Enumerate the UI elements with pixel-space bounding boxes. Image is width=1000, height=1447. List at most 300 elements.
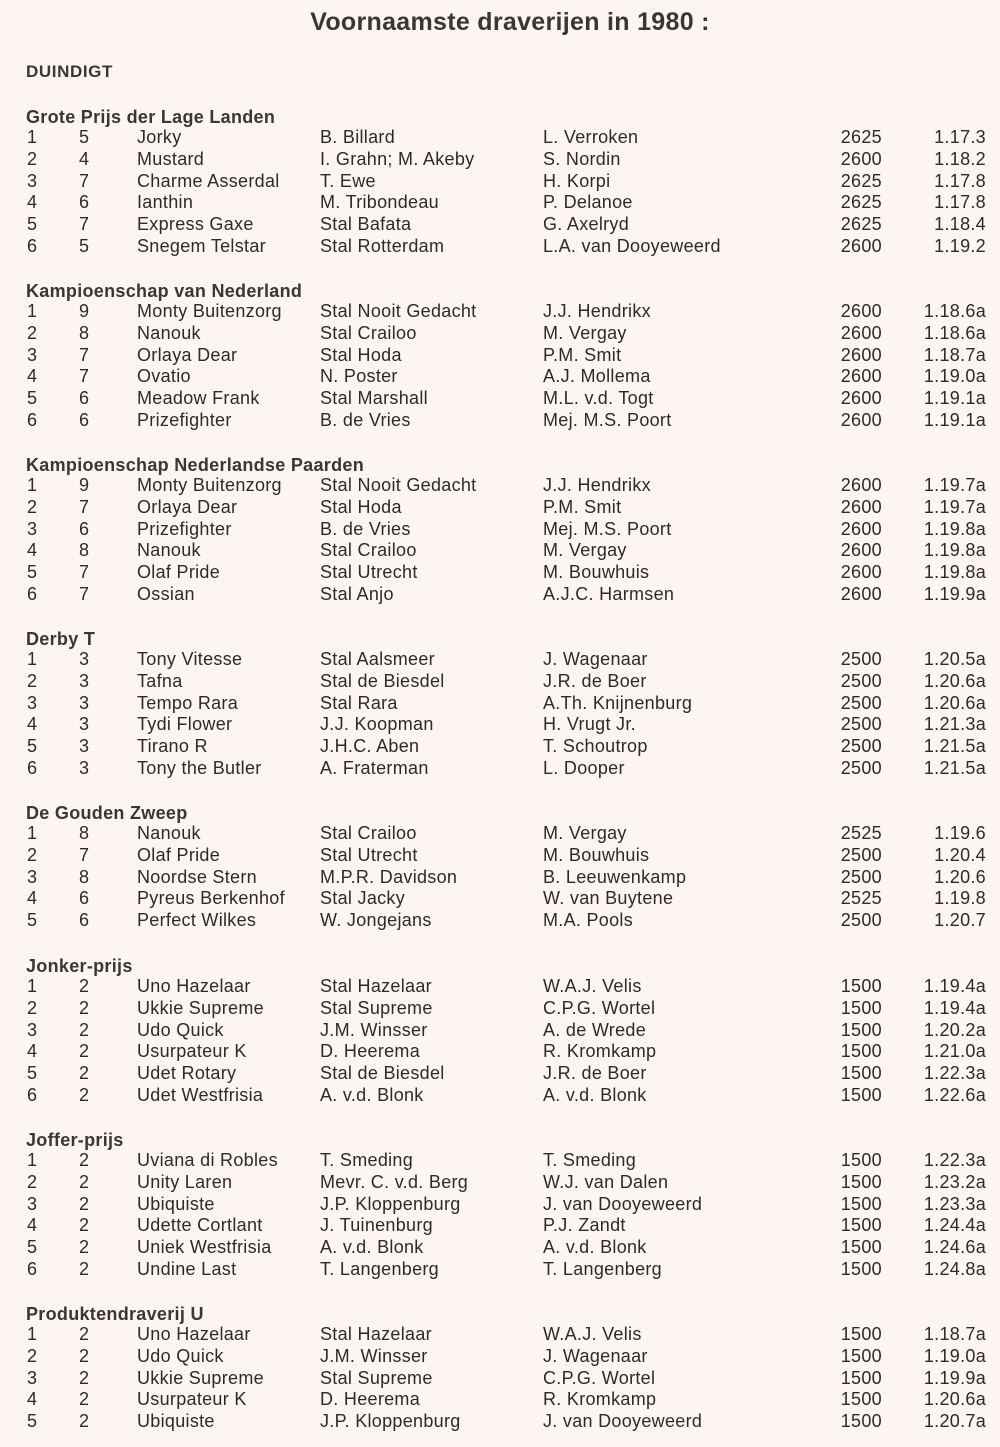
position-cell: 4: [27, 714, 38, 735]
owner-cell: J.M. Winsser: [320, 1019, 428, 1040]
distance-cell: 2525: [840, 888, 882, 909]
distance-cell: 2625: [840, 214, 882, 235]
result-row: [0, 1367, 1000, 1389]
distance-cell: 2625: [840, 170, 882, 191]
time-cell: 1.22.6a: [923, 1085, 986, 1105]
distance-cell: 1500: [840, 997, 882, 1018]
distance-cell: 1500: [840, 1367, 882, 1388]
result-row: [0, 387, 1000, 409]
horse-name-cell: Orlaya Dear: [137, 496, 238, 517]
horse-name-cell: Olaf Pride: [137, 562, 221, 583]
owner-cell: A. v.d. Blonk: [320, 1237, 424, 1258]
driver-cell: J. van Dooyeweerd: [543, 1411, 703, 1432]
result-row: [0, 170, 1000, 192]
distance-cell: 2600: [840, 366, 882, 387]
horse-name-cell: Prizefighter: [137, 410, 232, 430]
distance-cell: 1500: [840, 1389, 882, 1410]
age-cell: 6: [79, 410, 90, 430]
age-cell: 2: [79, 1041, 90, 1062]
position-cell: 5: [27, 1063, 38, 1084]
distance-cell: 2500: [840, 844, 882, 865]
result-row: [0, 1258, 1000, 1280]
result-row: [0, 822, 1000, 844]
age-cell: 6: [79, 388, 90, 409]
horse-name-cell: Uno Hazelaar: [137, 1324, 251, 1344]
owner-cell: Stal Nooit Gedacht: [320, 475, 477, 495]
horse-name-cell: Charme Asserdal: [137, 170, 280, 191]
owner-cell: Stal Utrecht: [320, 562, 418, 583]
position-cell: 3: [27, 518, 38, 539]
distance-cell: 2600: [840, 475, 882, 495]
horse-name-cell: Ovatio: [137, 366, 191, 387]
horse-name-cell: Tony Vitesse: [137, 649, 243, 669]
distance-cell: 2625: [840, 127, 882, 147]
driver-cell: P. Delanoe: [543, 192, 633, 213]
race-title: Kampioenschap Nederlandse Paarden: [26, 455, 365, 475]
time-cell: 1.19.8a: [923, 540, 986, 561]
horse-name-cell: Uniek Westfrisia: [137, 1237, 272, 1258]
driver-cell: C.P.G. Wortel: [543, 997, 656, 1018]
distance-cell: 2600: [840, 562, 882, 583]
result-row: [0, 1323, 1000, 1345]
owner-cell: D. Heerema: [320, 1389, 421, 1410]
horse-name-cell: Ossian: [137, 584, 195, 604]
distance-cell: 1500: [840, 1085, 882, 1105]
owner-cell: A. v.d. Blonk: [320, 1085, 424, 1105]
owner-cell: Stal Rotterdam: [320, 236, 445, 256]
age-cell: 3: [79, 670, 90, 691]
result-row: [0, 1019, 1000, 1041]
owner-cell: N. Poster: [320, 366, 398, 387]
owner-cell: Stal Supreme: [320, 997, 433, 1018]
distance-cell: 2525: [840, 823, 882, 843]
horse-name-cell: Tirano R: [137, 736, 208, 757]
owner-cell: Stal de Biesdel: [320, 670, 445, 691]
position-cell: 2: [27, 1171, 38, 1192]
distance-cell: 1500: [840, 1237, 882, 1258]
position-cell: 6: [27, 758, 38, 778]
age-cell: 7: [79, 170, 90, 191]
time-cell: 1.18.2: [934, 148, 986, 169]
age-cell: 3: [79, 692, 90, 713]
result-row: [0, 1388, 1000, 1410]
position-cell: 5: [27, 1411, 38, 1432]
age-cell: 6: [79, 518, 90, 539]
result-row: [0, 344, 1000, 366]
position-cell: 1: [27, 301, 38, 321]
horse-name-cell: Udo Quick: [137, 1019, 224, 1040]
age-cell: 7: [79, 844, 90, 865]
owner-cell: M. Tribondeau: [320, 192, 439, 213]
distance-cell: 2600: [840, 518, 882, 539]
page-title: Voornaamste draverijen in 1980 :: [310, 8, 710, 36]
owner-cell: B. Billard: [320, 127, 396, 147]
result-row: [0, 887, 1000, 909]
result-row: [0, 1345, 1000, 1367]
position-cell: 3: [27, 866, 38, 887]
age-cell: 2: [79, 1237, 90, 1258]
driver-cell: B. Leeuwenkamp: [543, 866, 687, 887]
position-cell: 5: [27, 736, 38, 757]
horse-name-cell: Usurpateur K: [137, 1041, 247, 1062]
owner-cell: Stal Jacky: [320, 888, 406, 909]
owner-cell: T. Smeding: [320, 1150, 414, 1170]
horse-name-cell: Perfect Wilkes: [137, 910, 257, 931]
driver-cell: A.J. Mollema: [543, 366, 651, 387]
owner-cell: Stal Supreme: [320, 1367, 433, 1388]
position-cell: 3: [27, 1019, 38, 1040]
distance-cell: 1500: [840, 1345, 882, 1366]
driver-cell: A.J.C. Harmsen: [543, 584, 675, 604]
horse-name-cell: Mustard: [137, 148, 205, 169]
distance-cell: 1500: [840, 1411, 882, 1432]
time-cell: 1.17.3: [934, 127, 986, 147]
horse-name-cell: Nanouk: [137, 540, 201, 561]
distance-cell: 2500: [840, 866, 882, 887]
time-cell: 1.22.3a: [923, 1063, 986, 1084]
result-row: [0, 1062, 1000, 1084]
horse-name-cell: Olaf Pride: [137, 844, 221, 865]
distance-cell: 1500: [840, 1041, 882, 1062]
distance-cell: 1500: [840, 1324, 882, 1344]
position-cell: 1: [27, 649, 38, 669]
driver-cell: T. Smeding: [543, 1150, 637, 1170]
driver-cell: A.Th. Knijnenburg: [543, 692, 693, 713]
age-cell: 8: [79, 540, 90, 561]
owner-cell: B. de Vries: [320, 518, 411, 539]
position-cell: 4: [27, 888, 38, 909]
age-cell: 7: [79, 214, 90, 235]
distance-cell: 1500: [840, 1215, 882, 1236]
horse-name-cell: Tafna: [137, 670, 183, 691]
age-cell: 3: [79, 649, 90, 669]
position-cell: 4: [27, 1215, 38, 1236]
time-cell: 1.17.8: [934, 170, 986, 191]
driver-cell: J.R. de Boer: [543, 670, 647, 691]
time-cell: 1.24.8a: [923, 1259, 986, 1279]
driver-cell: L. Dooper: [543, 758, 625, 778]
time-cell: 1.19.8: [934, 888, 986, 909]
result-row: [0, 409, 1000, 431]
owner-cell: Stal Crailoo: [320, 322, 417, 343]
owner-cell: A. Fraterman: [320, 758, 429, 778]
driver-cell: C.P.G. Wortel: [543, 1367, 656, 1388]
horse-name-cell: Pyreus Berkenhof: [137, 888, 285, 909]
age-cell: 8: [79, 322, 90, 343]
age-cell: 2: [79, 997, 90, 1018]
race-title: Derby T: [26, 629, 96, 649]
race-title: Jonker-prijs: [26, 956, 133, 976]
distance-cell: 2500: [840, 692, 882, 713]
owner-cell: J. Tuinenburg: [320, 1215, 433, 1236]
age-cell: 2: [79, 1411, 90, 1432]
position-cell: 6: [27, 584, 38, 604]
position-cell: 6: [27, 1259, 38, 1279]
result-row: [0, 148, 1000, 170]
time-cell: 1.22.3a: [923, 1150, 986, 1170]
age-cell: 2: [79, 1019, 90, 1040]
horse-name-cell: Udet Westfrisia: [137, 1085, 264, 1105]
result-row: [0, 866, 1000, 888]
horse-name-cell: Tempo Rara: [137, 692, 239, 713]
result-row: [0, 191, 1000, 213]
position-cell: 2: [27, 844, 38, 865]
driver-cell: J.J. Hendrikx: [543, 301, 651, 321]
age-cell: 7: [79, 366, 90, 387]
position-cell: 5: [27, 562, 38, 583]
driver-cell: L. Verroken: [543, 127, 639, 147]
time-cell: 1.19.8a: [923, 562, 986, 583]
time-cell: 1.19.0a: [923, 366, 986, 387]
age-cell: 7: [79, 584, 90, 604]
distance-cell: 2600: [840, 496, 882, 517]
time-cell: 1.19.0a: [923, 1345, 986, 1366]
horse-name-cell: Noordse Stern: [137, 866, 257, 887]
distance-cell: 2600: [840, 236, 882, 256]
owner-cell: Stal Bafata: [320, 214, 412, 235]
result-row: [0, 561, 1000, 583]
position-cell: 2: [27, 997, 38, 1018]
owner-cell: Mevr. C. v.d. Berg: [320, 1171, 469, 1192]
age-cell: 9: [79, 301, 90, 321]
age-cell: 2: [79, 1063, 90, 1084]
age-cell: 3: [79, 736, 90, 757]
horse-name-cell: Meadow Frank: [137, 388, 260, 409]
age-cell: 9: [79, 475, 90, 495]
distance-cell: 2500: [840, 758, 882, 778]
time-cell: 1.20.6: [934, 866, 986, 887]
result-row: [0, 735, 1000, 757]
age-cell: 2: [79, 1259, 90, 1279]
distance-cell: 2600: [840, 540, 882, 561]
driver-cell: J. Wagenaar: [543, 649, 648, 669]
horse-name-cell: Orlaya Dear: [137, 344, 238, 365]
time-cell: 1.24.6a: [923, 1237, 986, 1258]
position-cell: 3: [27, 692, 38, 713]
driver-cell: M.L. v.d. Togt: [543, 388, 654, 409]
distance-cell: 2600: [840, 410, 882, 430]
distance-cell: 1500: [840, 1171, 882, 1192]
result-row: [0, 757, 1000, 779]
owner-cell: J.H.C. Aben: [320, 736, 420, 757]
driver-cell: W. van Buytene: [543, 888, 674, 909]
owner-cell: B. de Vries: [320, 410, 411, 430]
driver-cell: T. Langenberg: [543, 1259, 662, 1279]
time-cell: 1.19.7a: [923, 475, 986, 495]
horse-name-cell: Ukkie Supreme: [137, 1367, 264, 1388]
horse-name-cell: Prizefighter: [137, 518, 232, 539]
race-title: Kampioenschap van Nederland: [26, 281, 303, 301]
driver-cell: W.A.J. Velis: [543, 1324, 642, 1344]
time-cell: 1.19.8a: [923, 518, 986, 539]
age-cell: 7: [79, 496, 90, 517]
horse-name-cell: Ubiquiste: [137, 1411, 215, 1432]
time-cell: 1.19.6: [934, 823, 986, 843]
result-row: [0, 1193, 1000, 1215]
distance-cell: 2500: [840, 736, 882, 757]
horse-name-cell: Monty Buitenzorg: [137, 475, 282, 495]
time-cell: 1.19.1a: [923, 388, 986, 409]
result-row: [0, 1214, 1000, 1236]
position-cell: 4: [27, 192, 38, 213]
position-cell: 1: [27, 475, 38, 495]
owner-cell: Stal Marshall: [320, 388, 428, 409]
position-cell: 4: [27, 1041, 38, 1062]
position-cell: 3: [27, 344, 38, 365]
owner-cell: W. Jongejans: [320, 910, 432, 931]
result-row: [0, 126, 1000, 148]
time-cell: 1.18.7a: [923, 1324, 986, 1344]
result-row: [0, 1149, 1000, 1171]
owner-cell: Stal Nooit Gedacht: [320, 301, 477, 321]
driver-cell: M. Vergay: [543, 322, 627, 343]
race-title: De Gouden Zweep: [26, 803, 188, 823]
horse-name-cell: Nanouk: [137, 322, 201, 343]
race-title: Joffer-prijs: [26, 1130, 124, 1150]
distance-cell: 1500: [840, 1019, 882, 1040]
age-cell: 2: [79, 1171, 90, 1192]
age-cell: 7: [79, 344, 90, 365]
position-cell: 3: [27, 1367, 38, 1388]
owner-cell: Stal Rara: [320, 692, 398, 713]
position-cell: 6: [27, 410, 38, 430]
position-cell: 3: [27, 170, 38, 191]
driver-cell: H. Korpi: [543, 170, 611, 191]
time-cell: 1.19.1a: [923, 410, 986, 430]
time-cell: 1.18.6a: [923, 322, 986, 343]
time-cell: 1.20.6a: [923, 692, 986, 713]
position-cell: 2: [27, 1345, 38, 1366]
distance-cell: 2600: [840, 388, 882, 409]
age-cell: 2: [79, 1215, 90, 1236]
position-cell: 2: [27, 670, 38, 691]
driver-cell: P.M. Smit: [543, 496, 622, 517]
owner-cell: J.P. Kloppenburg: [320, 1411, 461, 1432]
age-cell: 5: [79, 127, 90, 147]
driver-cell: P.J. Zandt: [543, 1215, 626, 1236]
horse-name-cell: Tony the Butler: [137, 758, 262, 778]
driver-cell: G. Axelryd: [543, 214, 630, 235]
owner-cell: Stal Crailoo: [320, 823, 417, 843]
age-cell: 2: [79, 1150, 90, 1170]
driver-cell: P.M. Smit: [543, 344, 622, 365]
time-cell: 1.19.2: [934, 236, 986, 256]
driver-cell: M. Bouwhuis: [543, 562, 650, 583]
owner-cell: Stal Anjo: [320, 584, 394, 604]
result-row: [0, 997, 1000, 1019]
distance-cell: 2600: [840, 344, 882, 365]
horse-name-cell: Tydi Flower: [137, 714, 233, 735]
time-cell: 1.21.0a: [923, 1041, 986, 1062]
result-row: [0, 1236, 1000, 1258]
horse-name-cell: Uno Hazelaar: [137, 976, 251, 996]
age-cell: 2: [79, 1193, 90, 1214]
age-cell: 2: [79, 976, 90, 996]
driver-cell: M. Vergay: [543, 823, 627, 843]
distance-cell: 1500: [840, 1150, 882, 1170]
distance-cell: 2600: [840, 322, 882, 343]
age-cell: 2: [79, 1085, 90, 1105]
horse-name-cell: Jorky: [137, 127, 182, 147]
horse-name-cell: Usurpateur K: [137, 1389, 247, 1410]
owner-cell: Stal Utrecht: [320, 844, 418, 865]
position-cell: 1: [27, 976, 38, 996]
result-row: [0, 496, 1000, 518]
horse-name-cell: Udet Rotary: [137, 1063, 237, 1084]
horse-name-cell: Ianthin: [137, 192, 194, 213]
age-cell: 8: [79, 866, 90, 887]
position-cell: 6: [27, 236, 38, 256]
driver-cell: M. Vergay: [543, 540, 627, 561]
driver-cell: M. Bouwhuis: [543, 844, 650, 865]
position-cell: 3: [27, 1193, 38, 1214]
time-cell: 1.18.7a: [923, 344, 986, 365]
distance-cell: 2500: [840, 649, 882, 669]
owner-cell: Stal Hazelaar: [320, 976, 432, 996]
result-row: [0, 213, 1000, 235]
result-row: [0, 670, 1000, 692]
time-cell: 1.19.9a: [923, 1367, 986, 1388]
driver-cell: A. v.d. Blonk: [543, 1237, 647, 1258]
position-cell: 5: [27, 388, 38, 409]
owner-cell: J.M. Winsser: [320, 1345, 428, 1366]
owner-cell: Stal Hoda: [320, 496, 402, 517]
race-title: Produktendraverij U: [26, 1304, 204, 1324]
driver-cell: H. Vrugt Jr.: [543, 714, 636, 735]
age-cell: 8: [79, 823, 90, 843]
result-row: [0, 518, 1000, 540]
time-cell: 1.19.4a: [923, 997, 986, 1018]
position-cell: 4: [27, 540, 38, 561]
driver-cell: R. Kromkamp: [543, 1041, 657, 1062]
age-cell: 6: [79, 888, 90, 909]
result-row: [0, 365, 1000, 387]
owner-cell: D. Heerema: [320, 1041, 421, 1062]
driver-cell: S. Nordin: [543, 148, 621, 169]
result-row: [0, 713, 1000, 735]
age-cell: 3: [79, 714, 90, 735]
distance-cell: 2500: [840, 714, 882, 735]
distance-cell: 1500: [840, 1259, 882, 1279]
position-cell: 5: [27, 1237, 38, 1258]
age-cell: 4: [79, 148, 90, 169]
distance-cell: 2625: [840, 192, 882, 213]
race-title: Grote Prijs der Lage Landen: [26, 107, 276, 127]
owner-cell: Stal Aalsmeer: [320, 649, 435, 669]
time-cell: 1.19.9a: [923, 584, 986, 604]
owner-cell: Stal de Biesdel: [320, 1063, 445, 1084]
driver-cell: Mej. M.S. Poort: [543, 518, 672, 539]
horse-name-cell: Express Gaxe: [137, 214, 254, 235]
driver-cell: T. Schoutrop: [543, 736, 648, 757]
owner-cell: Stal Hazelaar: [320, 1324, 432, 1344]
time-cell: 1.20.6a: [923, 670, 986, 691]
result-row: [0, 539, 1000, 561]
time-cell: 1.19.7a: [923, 496, 986, 517]
position-cell: 6: [27, 1085, 38, 1105]
horse-name-cell: Uviana di Robles: [137, 1150, 278, 1170]
driver-cell: M.A. Pools: [543, 910, 634, 931]
result-row: [0, 1040, 1000, 1062]
owner-cell: Stal Hoda: [320, 344, 402, 365]
age-cell: 2: [79, 1367, 90, 1388]
driver-cell: W.J. van Dalen: [543, 1171, 669, 1192]
owner-cell: J.P. Kloppenburg: [320, 1193, 461, 1214]
age-cell: 2: [79, 1345, 90, 1366]
driver-cell: Mej. M.S. Poort: [543, 410, 672, 430]
time-cell: 1.20.4: [934, 844, 986, 865]
distance-cell: 2600: [840, 584, 882, 604]
